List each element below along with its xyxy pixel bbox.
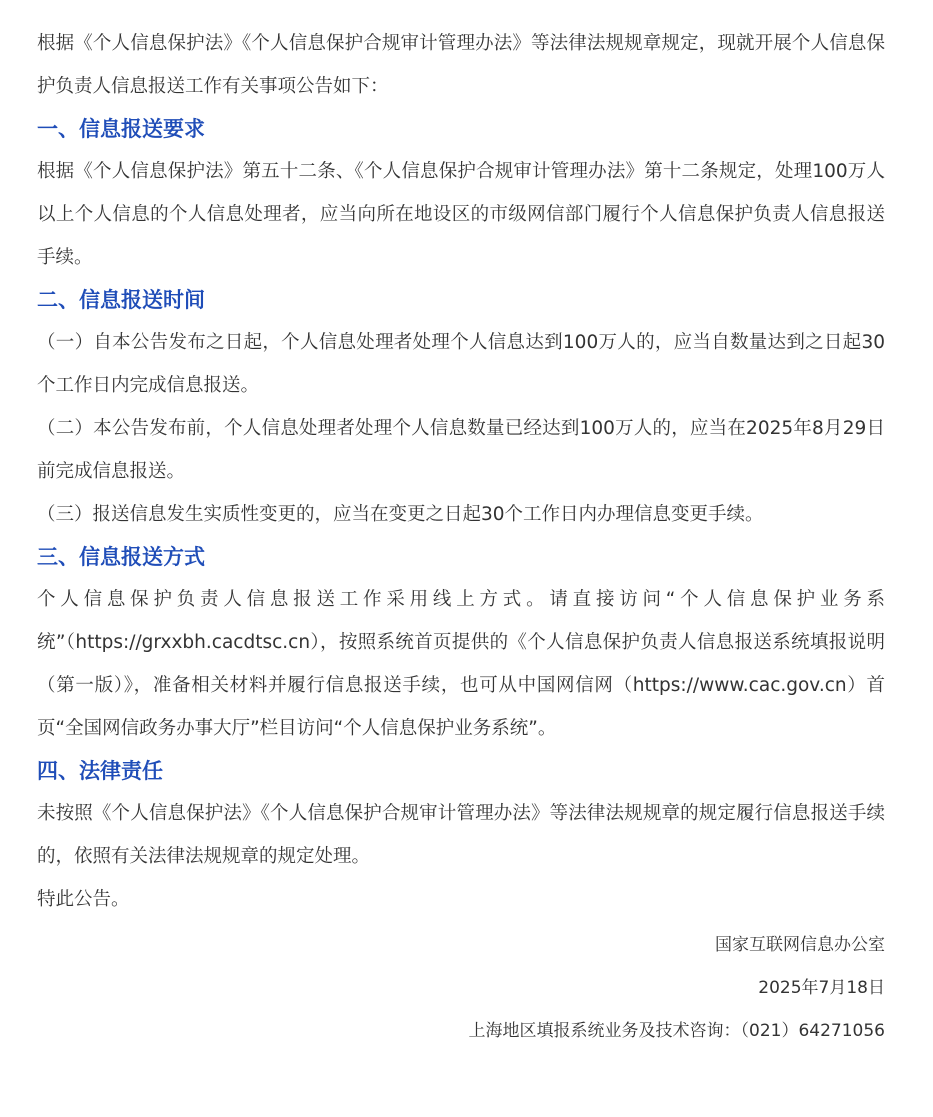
- time-paragraph-2: （二）本公告发布前，个人信息处理者处理个人信息数量已经达到100万人的，应当在2025年8月29日前完成信息报送。: [37, 418, 885, 482]
- signature-block: [37, 924, 885, 1053]
- requirements-paragraph: 根据《个人信息保护法》第五十二条、《个人信息保护合规审计管理办法》第十二条规定，处理100万人以上个人信息的个人信息处理者，应当向所在地设区的市级网信部门履行个人信息保护负责人信息报送手续。: [37, 161, 885, 268]
- issuer-name: 国家互联网信息办公室: [715, 935, 885, 955]
- intro-paragraph: 根据《个人信息保护法》《个人信息保护合规审计管理办法》等法律法规规章规定，现就开展个人信息保护负责人信息报送工作有关事项公告如下：: [37, 33, 885, 97]
- contact-info: 上海地区填报系统业务及技术咨询：（021）64271056: [468, 1021, 885, 1041]
- section-heading-time: 二、信息报送时间: [37, 288, 205, 312]
- section-heading-method: 三、信息报送方式: [37, 545, 205, 569]
- liability-paragraph: 未按照《个人信息保护法》《个人信息保护合规审计管理办法》等法律法规规章的规定履行信息报送手续的，依照有关法律法规规章的规定处理。: [37, 803, 885, 867]
- issue-date: 2025年7月18日: [758, 978, 885, 998]
- closing-text: 特此公告。: [37, 889, 130, 910]
- section-heading-requirements: 一、信息报送要求: [37, 117, 205, 141]
- section-heading-liability: 四、法律责任: [37, 759, 163, 783]
- method-paragraph: 个人信息保护负责人信息报送工作采用线上方式。请直接访问“个人信息保护业务系统”（https://grxxbh.cacdtsc.cn），按照系统首页提供的《个人信息保护负责人信息报送系统填报说明（第一版）》，准备相关材料并履行信息报送手续，也可从中国网信网（https://www.cac.gov.cn）首页“全国网信政务办事大厅”栏目访问“个人信息保护业务系统”。: [37, 589, 885, 739]
- time-paragraph-3: （三）报送信息发生实质性变更的，应当在变更之日起30个工作日内办理信息变更手续。: [37, 504, 764, 525]
- time-paragraph-1: （一）自本公告发布之日起，个人信息处理者处理个人信息达到100万人的，应当自数量达到之日起30个工作日内完成信息报送。: [37, 332, 885, 396]
